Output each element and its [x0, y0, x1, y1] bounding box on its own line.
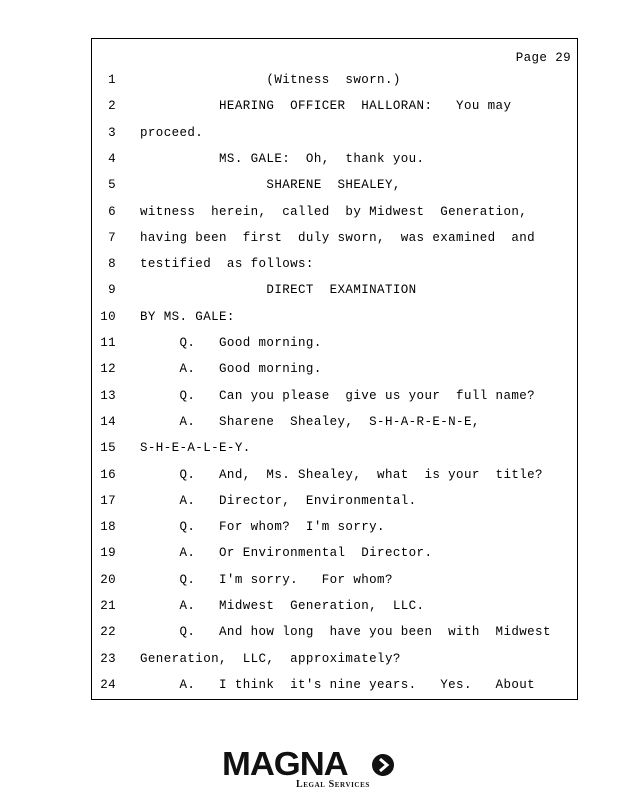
line-text: HEARING OFFICER HALLORAN: You may	[140, 99, 512, 114]
line-number: 2	[108, 99, 116, 114]
line-number: 13	[100, 388, 116, 403]
transcript-line	[92, 546, 579, 566]
transcript-line	[92, 625, 579, 645]
transcript-line	[92, 415, 579, 435]
transcript-line	[92, 520, 579, 540]
line-number: 14	[100, 414, 116, 429]
line-number: 19	[100, 546, 116, 561]
line-text: Q. And, Ms. Shealey, what is your title?	[140, 467, 543, 482]
line-number: 8	[108, 257, 116, 272]
logo-tagline: Legal Services	[296, 779, 370, 790]
transcript-line	[92, 599, 579, 619]
line-number: 20	[100, 572, 116, 587]
transcript-line	[92, 468, 579, 488]
transcript-line	[92, 73, 579, 93]
transcript-line	[92, 389, 579, 409]
line-text: A. Or Environmental Director.	[140, 546, 433, 561]
line-number: 24	[100, 677, 116, 692]
line-number: 10	[100, 309, 116, 324]
line-number: 6	[108, 204, 116, 219]
line-number: 21	[100, 599, 116, 613]
line-text: S-H-E-A-L-E-Y.	[140, 441, 251, 456]
transcript-line	[92, 126, 579, 146]
line-text: Q. Can you please give us your full name?	[140, 388, 536, 403]
line-number: 12	[100, 362, 116, 377]
transcript-page	[91, 38, 578, 700]
line-text: Q. For whom? I'm sorry.	[140, 520, 385, 535]
transcript-line	[92, 573, 579, 593]
line-number: 16	[100, 467, 116, 482]
logo-wordmark: MAGNA	[222, 745, 348, 782]
transcript-line	[92, 152, 579, 172]
line-text: (Witness sworn.)	[140, 73, 401, 87]
line-text: A. Director, Environmental.	[140, 493, 417, 508]
line-text: A. Sharene Shealey, S-H-A-R-E-N-E,	[140, 414, 480, 429]
line-text: proceed.	[140, 125, 204, 140]
line-number: 4	[108, 151, 116, 166]
line-text: Q. And how long have you been with Midwest	[140, 625, 551, 640]
line-text: DIRECT EXAMINATION	[140, 283, 417, 298]
line-number: 23	[100, 651, 116, 666]
line-text: testified as follows:	[140, 257, 314, 272]
line-number: 9	[108, 283, 116, 298]
line-text: A. Midwest Generation, LLC.	[140, 599, 425, 613]
line-number: 18	[100, 520, 116, 535]
line-text: A. I think it's nine years. Yes. About	[140, 677, 536, 692]
line-number: 1	[108, 73, 116, 87]
transcript-line	[92, 257, 579, 277]
line-text: Generation, LLC, approximately?	[140, 651, 401, 666]
chevron-right-icon	[372, 754, 394, 776]
line-number: 7	[108, 230, 116, 245]
line-number: 17	[100, 493, 116, 508]
line-text: Q. I'm sorry. For whom?	[140, 572, 393, 587]
line-text: witness herein, called by Midwest Generation,	[140, 204, 528, 219]
transcript-line	[92, 231, 579, 251]
page-number: Page 29	[515, 51, 571, 65]
line-number: 22	[100, 625, 116, 640]
transcript-line	[92, 205, 579, 225]
line-text: SHARENE SHEALEY,	[140, 178, 401, 193]
transcript-line	[92, 283, 579, 303]
magna-logo	[222, 746, 397, 792]
line-text: BY MS. GALE:	[140, 309, 235, 324]
line-text: having been first duly sworn, was examined and	[140, 230, 536, 245]
transcript-line	[92, 652, 579, 672]
line-number: 5	[108, 178, 116, 193]
transcript-line	[92, 99, 579, 119]
line-number: 3	[108, 125, 116, 140]
transcript-line	[92, 678, 579, 698]
line-text: A. Good morning.	[140, 362, 322, 377]
transcript-line	[92, 362, 579, 382]
transcript-line	[92, 178, 579, 198]
transcript-line	[92, 441, 579, 461]
transcript-line	[92, 494, 579, 514]
line-number: 15	[100, 441, 116, 456]
line-text: MS. GALE: Oh, thank you.	[140, 151, 425, 166]
line-text: Q. Good morning.	[140, 336, 322, 350]
line-number: 11	[100, 336, 116, 350]
transcript-line	[92, 310, 579, 330]
transcript-line	[92, 336, 579, 356]
